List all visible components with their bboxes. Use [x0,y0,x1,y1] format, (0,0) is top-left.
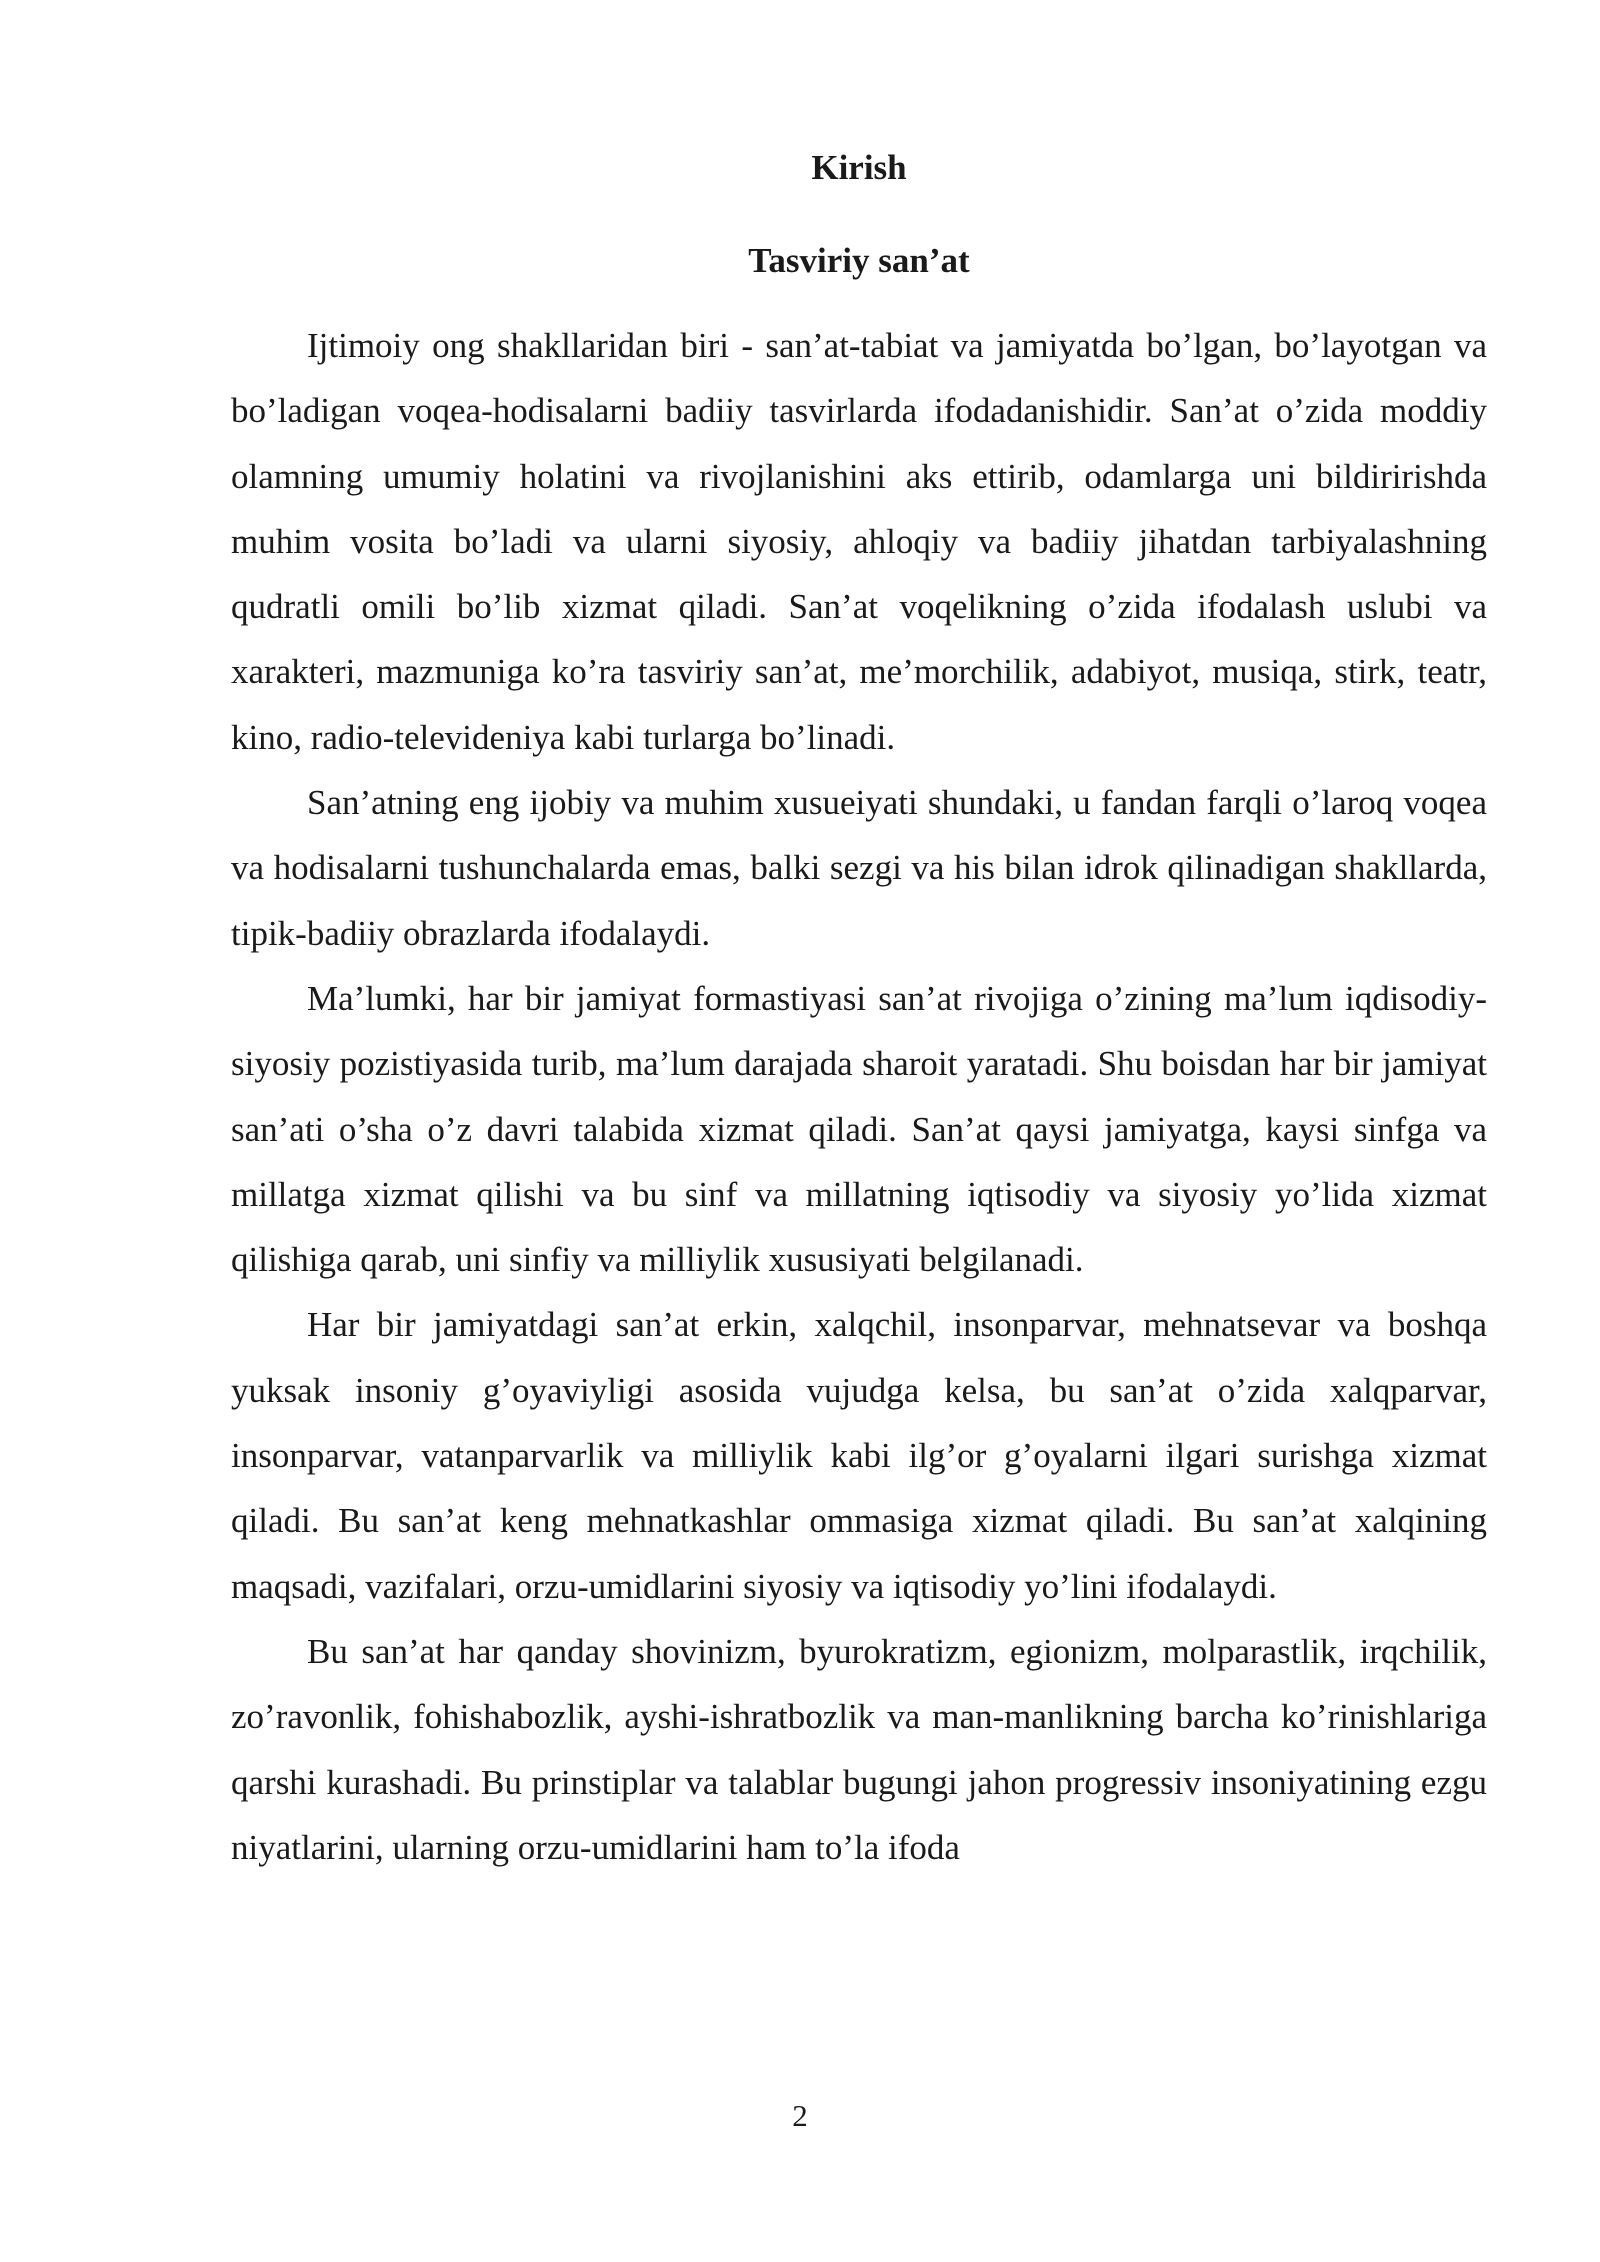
page-number: 2 [792,2098,808,2133]
paragraph: Ijtimoiy ong shakllaridan biri - san’at-tabiat va jamiyatda bo’lgan, bo’layotgan va bo’ladigan voqea-hodisalarni badiiy tasvirlarda ifodadanishidir. San’at o’zida moddiy olamning umumiy holatini va rivojlanishini aks ettirib, odamlarga uni bildiririshda muhim vosita bo’ladi va ularni siyosiy, ahloqiy va badiiy jihatdan tarbiyalashning qudratli omili bo’lib xizmat qiladi. San’at voqelikning o’zida ifodalash uslubi va xarakteri, mazmuniga ko’ra tasviriy san’at, me’morchilik, adabiyot, musiqa, stirk, teatr, kino, radio-televideniya kabi turlarga bo’linadi. [231,326,1487,757]
section-subheading: Tasviriy san’at [748,241,970,280]
paragraph: Bu san’at har qanday shovinizm, byurokratizm, egionizm, molparastlik, irqchilik, zo’ravonlik, fohishabozlik, ayshi-ishratbozlik va man-manlikning barcha ko’rinishlariga qarshi kurashadi. Bu prinstiplar va talablar bugungi jahon progressiv insoniyatining ezgu niyatlarini, ularning orzu-umidlarini ham to’la ifoda [231,1631,1487,1867]
paragraph: Har bir jamiyatdagi san’at erkin, xalqchil, insonparvar, mehnatsevar va boshqa yuksak insoniy g’oyaviyligi asosida vujudga kelsa, bu san’at o’zida xalqparvar, insonparvar, vatanparvarlik va milliylik kabi ilg’or g’oyalarni ilgari surishga xizmat qiladi. Bu san’at keng mehnatkashlar ommasiga xizmat qiladi. Bu san’at xalqining maqsadi, vazifalari, orzu-umidlarini siyosiy va iqtisodiy yo’lini ifodalaydi. [231,1305,1487,1606]
section-heading: Kirish [811,148,907,187]
paragraph: Ma’lumki, har bir jamiyat formastiyasi san’at rivojiga o’zining ma’lum iqdisodiy-siyosiy pozistiyasida turib, ma’lum darajada sharoit yaratadi. Shu boisdan har bir jamiyat san’ati o’sha o’z davri talabida xizmat qiladi. San’at qaysi jamiyatga, kaysi sinfga va millatga xizmat qilishi va bu sinf va millatning iqtisodiy va siyosiy yo’lida xizmat qilishiga qarab, uni sinfiy va milliylik xususiyati belgilanadi. [231,978,1487,1280]
page-content [231,148,1487,1880]
paragraph: San’atning eng ijobiy va muhim xusueiyati shundaki, u fandan farqli o’laroq voqea va hodisalarni tushunchalarda emas, balki sezgi va his bilan idrok qilinadigan shakllarda, tipik-badiiy obrazlarda ifodalaydi. [231,783,1487,953]
